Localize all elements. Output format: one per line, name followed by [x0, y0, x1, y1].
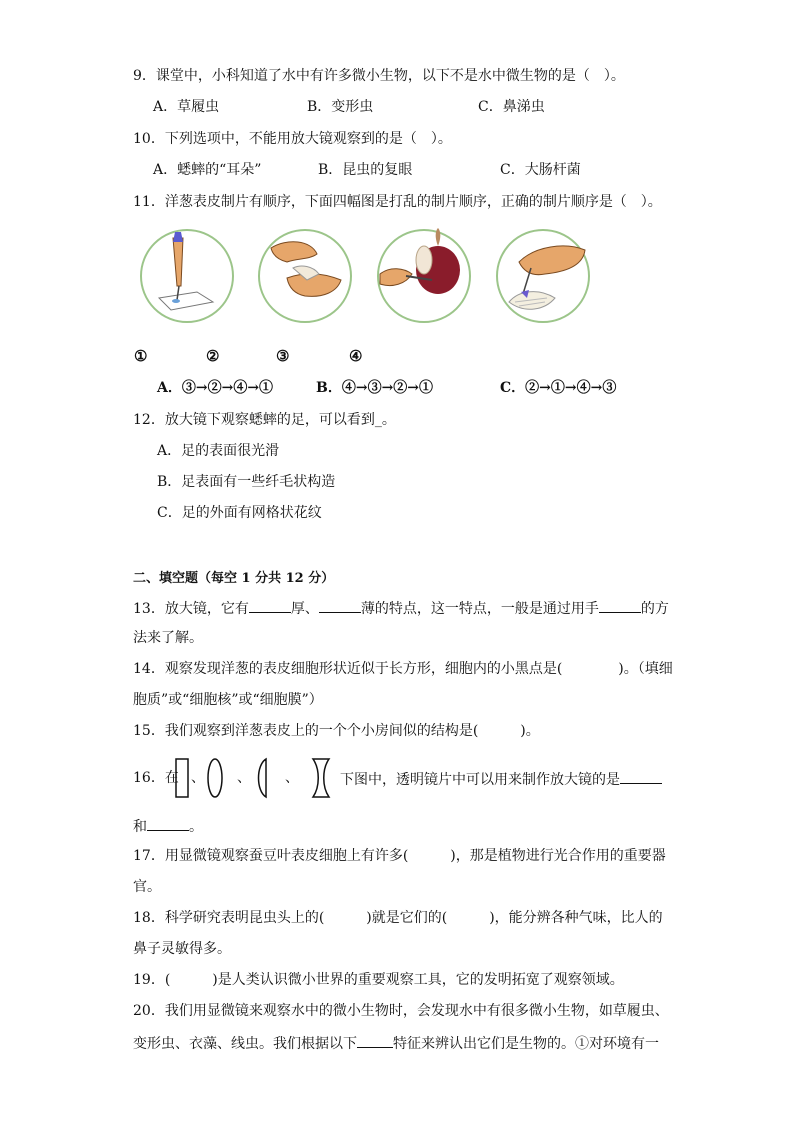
q15-text: 15．我们观察到洋葱表皮上的一个个小房间似的结构是( )。: [133, 723, 540, 739]
answer-blank: [249, 598, 291, 613]
answer-blank: [357, 1033, 393, 1048]
section-title: 二、填空题（每空 1 分共 12 分）: [133, 571, 335, 586]
q16-line1-rest: [340, 769, 662, 789]
q20-text-1: 变形虫、衣藻、线虫。我们根据以下: [133, 1036, 357, 1052]
figure-drop-water: [139, 228, 235, 324]
q9-stem: 9．课堂中，小科知道了水中有许多微小生物，以下不是水中微生物的是（ ）。: [133, 68, 625, 84]
q11-option-c: C．②→①→④→③: [500, 380, 617, 396]
q12-option-c: C．足的外面有网格状花纹: [157, 505, 322, 521]
q17-line1: 17．用显微镜观察蚕豆叶表皮细胞上有许多( )，那是植物进行光合作用的重要器: [133, 848, 666, 864]
q10-option-a: A．蟋蟀的“耳朵”: [153, 162, 262, 178]
q18-line1: 18．科学研究表明昆虫头上的( )就是它们的( )，能分辨各种气味，比人的: [133, 910, 663, 926]
q16-separator-2: 、: [237, 770, 251, 786]
q9-option-b: B．变形虫: [307, 99, 374, 115]
q10-option-c: C．大肠杆菌: [500, 162, 581, 178]
q19-text: 19．( )是人类认识微小世界的重要观察工具，它的发明拓宽了观察领域。: [133, 972, 624, 988]
q20-line2: [133, 1033, 659, 1053]
figure-place-film: [495, 228, 591, 324]
q10-option-b: B．昆虫的复眼: [318, 162, 413, 178]
lens-convex-icon: [206, 757, 224, 799]
q12-option-b: B．足表面有一些纤毛状构造: [157, 474, 336, 490]
figure-label-1: ①: [134, 347, 148, 365]
q9-option-a: A．草履虫: [153, 99, 220, 115]
q16-text-4: 。: [189, 819, 203, 835]
q13-text-3: 薄的特点，这一特点，一般是通过用手: [360, 601, 599, 617]
answer-blank: [599, 598, 641, 613]
q13-text-1: 13．放大镜，它有: [133, 601, 249, 617]
q16-text-3: 和: [133, 819, 147, 835]
figure-label-2: ②: [206, 347, 220, 365]
figure-label-4: ④: [349, 347, 363, 365]
q12-stem: 12．放大镜下观察蟋蟀的足，可以看到_。: [133, 412, 396, 428]
answer-blank: [319, 598, 361, 613]
q13-text-4: 的方: [640, 601, 669, 617]
q16-text-1: 16．在: [133, 770, 179, 786]
answer-blank: [620, 769, 662, 784]
q11-option-a: A．③→②→④→①: [157, 380, 274, 396]
q9-option-c: C．鼻涕虫: [478, 99, 545, 115]
q16-separator-1: 、: [191, 770, 205, 786]
q16-text-2: 下图中，透明镜片中可以用来制作放大镜的是: [340, 772, 620, 788]
q13-line2: 法来了解。: [133, 630, 203, 646]
q20-line1: 20．我们用显微镜来观察水中的微小生物时，会发现水中有很多微小生物，如草履虫、: [133, 1003, 669, 1019]
q16-line2: [133, 816, 203, 836]
q13-line1: [133, 598, 669, 618]
q14-line1: 14．观察发现洋葱的表皮细胞形状近似于长方形，细胞内的小黑点是( )。（填细: [133, 661, 673, 677]
q11-option-b: B．④→③→②→①: [316, 380, 434, 396]
answer-blank: [147, 816, 189, 831]
lens-plano-convex-icon: [254, 757, 270, 799]
figure-label-3: ③: [276, 347, 290, 365]
q11-stem: 11．洋葱表皮制片有顺序，下面四幅图是打乱的制片顺序，正确的制片顺序是（ ）。: [133, 194, 662, 210]
q18-line2: 鼻子灵敏得多。: [133, 941, 231, 957]
q20-text-2: 特征来辨认出它们是生物的。①对环境有一: [393, 1036, 659, 1052]
q16-separator-3: 、: [285, 770, 299, 786]
q13-text-2: 厚、: [290, 601, 319, 617]
figure-onion-tweezers: [376, 228, 472, 324]
lens-rectangle-icon: [174, 757, 190, 799]
figure-peel-skin: [257, 228, 353, 324]
q12-option-a: A．足的表面很光滑: [157, 443, 280, 459]
lens-concave-icon: [310, 757, 332, 799]
q17-line2: 官。: [133, 879, 161, 895]
q10-stem: 10．下列选项中，不能用放大镜观察到的是（ ）。: [133, 131, 452, 147]
q16-line1: [133, 769, 179, 787]
q14-line2: 胞质”或“细胞核”或“细胞膜”）: [133, 692, 323, 708]
